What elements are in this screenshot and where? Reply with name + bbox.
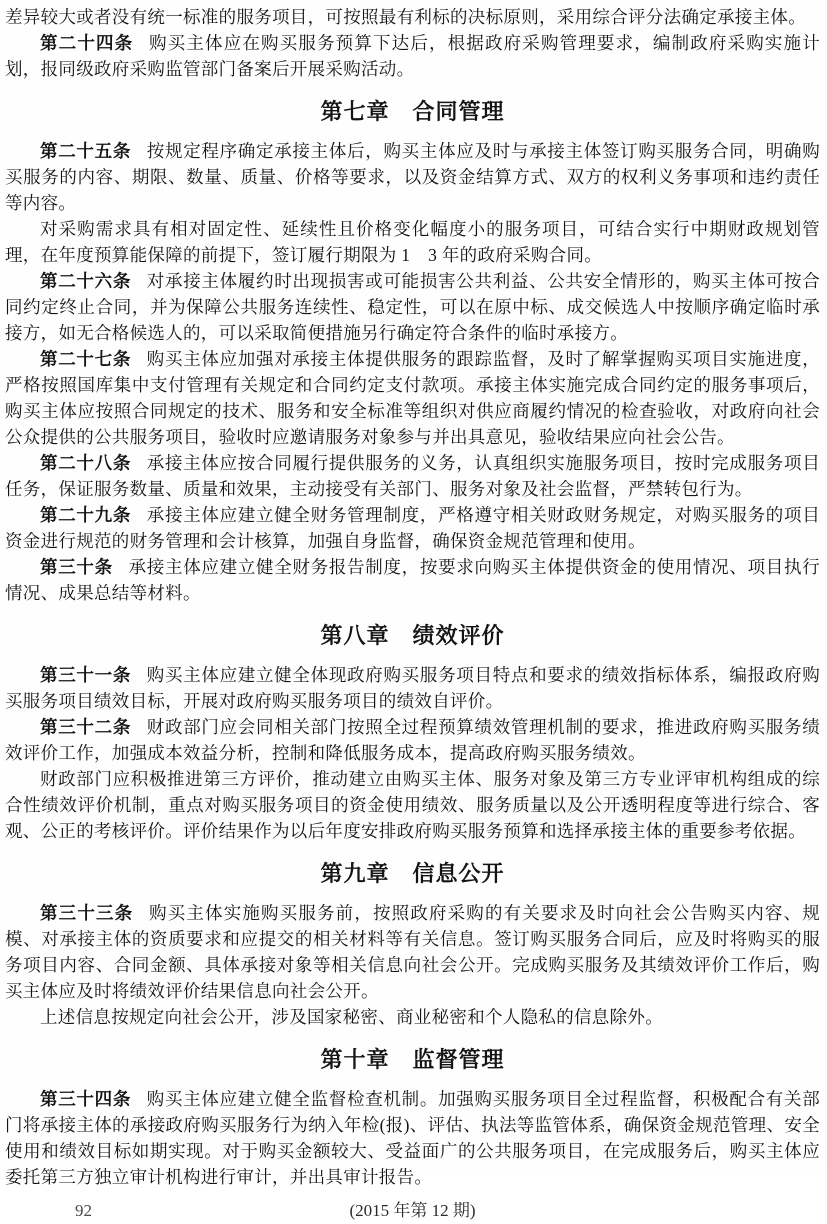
article-number: 第二十五条	[40, 141, 132, 161]
article-text: 承接主体应按合同履行提供服务的义务，认真组织实施服务项目，按时完成服务项目任务，保证服务数量、质量和效果，主动接受有关部门、服务对象及社会监督，严禁转包行为。	[5, 453, 820, 499]
chapter-heading: 第十章 监督管理	[320, 1047, 505, 1072]
article-text: 财政部门应会同相关部门按照全过程预算绩效管理机制的要求，推进政府购买服务绩效评价工作，加强成本效益分析，控制和降低服务成本，提高政府购买服务绩效。	[5, 717, 820, 763]
issue-label: (2015 年第 12 期)	[349, 1201, 476, 1220]
article-text: 对承接主体履约时出现损害或可能损害公共利益、公共安全情形的，购买主体可按合同约定终止合同，并为保障公共服务连续性、稳定性，可以在原中标、成交候选人中按顺序确定临时承接方，如无合格候选人的，可以采取简便措施另行确定符合条件的临时承接方。	[5, 271, 820, 343]
article-paragraph	[5, 268, 820, 346]
article-number: 第三十条	[40, 557, 113, 577]
article-paragraph	[5, 714, 820, 766]
article-number: 第三十四条	[40, 1089, 132, 1109]
article-paragraph	[5, 346, 820, 450]
article-text: 购买主体应建立健全监督检查机制。加强购买服务项目全过程监督，积极配合有关部门将承接主体的承接政府购买服务行为纳入年检(报)、评估、执法等监管体系，确保资金规范管理、安全使用和绩效目标如期实现。对于购买金额较大、受益面广的公共服务项目，在完成服务后，购买主体应委托第三方独立审计机构进行审计，并出具审计报告。	[5, 1089, 820, 1187]
article-number: 第二十九条	[40, 505, 132, 525]
page-footer	[5, 1198, 820, 1224]
article-paragraph	[5, 900, 820, 1004]
document-body	[5, 4, 820, 1190]
article-text: 承接主体应建立健全财务管理制度，严格遵守相关财政财务规定，对购买服务的项目资金进行规范的财务管理和会计核算，加强自身监督，确保资金规范管理和使用。	[5, 505, 820, 551]
article-paragraph	[5, 138, 820, 216]
article-paragraph	[5, 30, 820, 82]
article-number: 第二十七条	[40, 349, 132, 369]
article-text: 购买主体应在购买服务预算下达后，根据政府采购管理要求，编制政府采购实施计划，报同级政府采购监管部门备案后开展采购活动。	[5, 33, 821, 79]
article-text: 购买主体应加强对承接主体提供服务的跟踪监督，及时了解掌握购买项目实施进度，严格按照国库集中支付管理有关规定和合同约定支付款项。承接主体实施完成合同约定的服务事项后，购买主体应按照合同规定的技术、服务和安全标准等组织对供应商履约情况的检查验收，对政府向社会公众提供的公共服务项目，验收时应邀请服务对象参与并出具意见，验收结果应向社会公告。	[5, 349, 820, 447]
article-number: 第三十二条	[40, 717, 132, 737]
chapter-heading: 第七章 合同管理	[320, 99, 505, 124]
chapter-heading: 第八章 绩效评价	[320, 623, 505, 648]
article-number: 第二十六条	[40, 271, 132, 291]
article-number: 第二十八条	[40, 453, 132, 473]
paragraph: 财政部门应积极推进第三方评价，推动建立由购买主体、服务对象及第三方专业评审机构组成的综合性绩效评价机制，重点对购买服务项目的资金使用绩效、服务质量以及公开透明程度等进行综合、客观、公正的考核评价。评价结果作为以后年度安排政府购买服务预算和选择承接主体的重要参考依据。	[5, 769, 820, 841]
article-paragraph	[5, 502, 820, 554]
chapter-heading: 第九章 信息公开	[320, 861, 505, 886]
article-number: 第三十三条	[40, 903, 134, 923]
paragraph: 上述信息按规定向社会公开，涉及国家秘密、商业秘密和个人隐私的信息除外。	[40, 1007, 663, 1027]
article-text: 按规定程序确定承接主体后，购买主体应及时与承接主体签订购买服务合同，明确购买服务的内容、期限、数量、质量、价格等要求，以及资金结算方式、双方的权利义务事项和违约责任等内容。	[5, 141, 820, 213]
article-paragraph	[5, 1086, 820, 1190]
paragraph: 差异较大或者没有统一标准的服务项目，可按照最有利标的决标原则，采用综合评分法确定承接主体。	[5, 7, 806, 27]
paragraph: 对采购需求具有相对固定性、延续性且价格变化幅度小的服务项目，可结合实行中期财政规划管理，在年度预算能保障的前提下，签订履行期限为 1 3 年的政府采购合同。	[5, 219, 820, 265]
article-text: 购买主体实施购买服务前，按照政府采购的有关要求及时向社会公告购买内容、规模、对承接主体的资质要求和应提交的相关材料等有关信息。签订购买服务合同后，应及时将购买的服务项目内容、合同金额、具体承接对象等相关信息向社会公开。完成购买服务及其绩效评价工作后，购买主体应及时将绩效评价结果信息向社会公开。	[5, 903, 821, 1001]
article-text: 购买主体应建立健全体现政府购买服务项目特点和要求的绩效指标体系，编报政府购买服务项目绩效目标，开展对政府购买服务项目的绩效自评价。	[5, 665, 820, 711]
article-number: 第二十四条	[40, 33, 134, 53]
article-paragraph	[5, 662, 820, 714]
article-paragraph	[5, 554, 820, 606]
article-paragraph	[5, 450, 820, 502]
page-number: 92	[75, 1201, 92, 1220]
article-text: 承接主体应建立健全财务报告制度，按要求向购买主体提供资金的使用情况、项目执行情况、成果总结等材料。	[5, 557, 820, 603]
article-number: 第三十一条	[40, 665, 132, 685]
